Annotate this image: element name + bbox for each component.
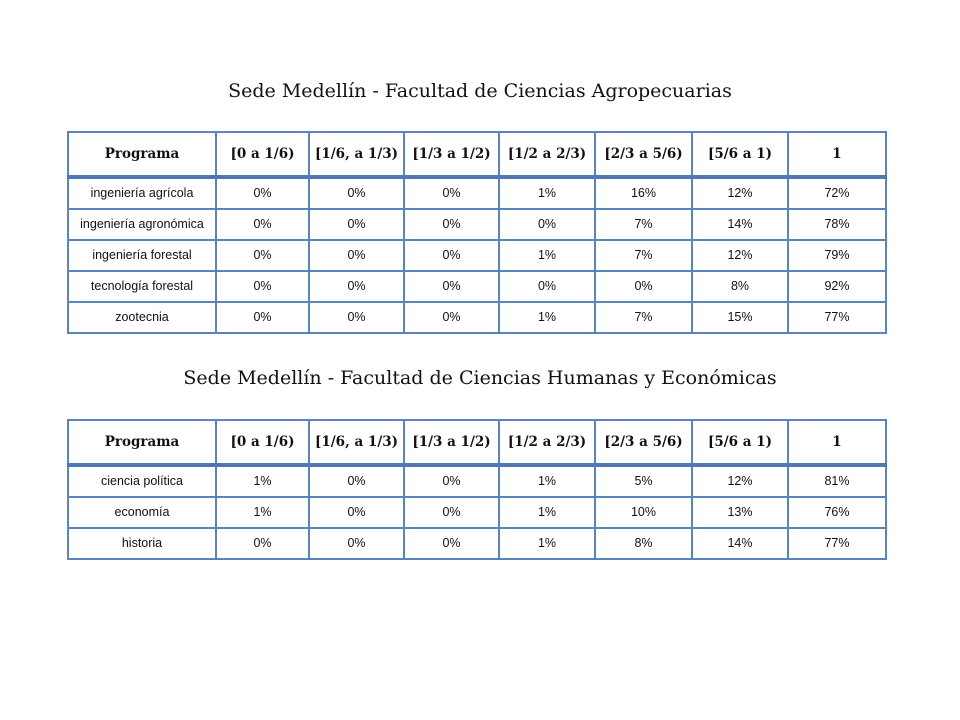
percentage-cell: 0% <box>404 271 499 302</box>
percentage-cell: 76% <box>788 497 886 528</box>
percentage-cell: 12% <box>692 465 788 497</box>
percentage-cell: 13% <box>692 497 788 528</box>
percentage-cell: 1% <box>499 465 595 497</box>
table-row <box>68 271 886 302</box>
column-header: Programa <box>68 132 216 177</box>
table-row <box>68 209 886 240</box>
table-row <box>68 497 886 528</box>
percentage-cell: 0% <box>404 528 499 559</box>
percentage-cell: 5% <box>595 465 692 497</box>
percentage-cell: 0% <box>309 209 404 240</box>
percentage-cell: 14% <box>692 209 788 240</box>
program-name-cell: economía <box>68 497 216 528</box>
percentage-cell: 7% <box>595 209 692 240</box>
percentage-cell: 77% <box>788 302 886 333</box>
table-row <box>68 240 886 271</box>
program-name-cell: historia <box>68 528 216 559</box>
percentage-cell: 0% <box>309 271 404 302</box>
column-header: [5/6 a 1) <box>692 420 788 465</box>
percentage-cell: 0% <box>216 240 309 271</box>
percentage-cell: 81% <box>788 465 886 497</box>
percentage-cell: 0% <box>499 209 595 240</box>
column-header: [1/3 a 1/2) <box>404 420 499 465</box>
percentage-cell: 0% <box>309 240 404 271</box>
column-header: [2/3 a 5/6) <box>595 132 692 177</box>
section-title-humanas-economicas: Sede Medellín - Facultad de Ciencias Humanas y Económicas <box>183 367 777 389</box>
percentage-cell: 0% <box>309 177 404 209</box>
column-header: [1/2 a 2/3) <box>499 132 595 177</box>
percentage-cell: 92% <box>788 271 886 302</box>
percentage-cell: 0% <box>216 302 309 333</box>
percentage-cell: 10% <box>595 497 692 528</box>
percentage-cell: 0% <box>595 271 692 302</box>
percentage-cell: 72% <box>788 177 886 209</box>
column-header: [1/2 a 2/3) <box>499 420 595 465</box>
column-header: [0 a 1/6) <box>216 420 309 465</box>
percentage-cell: 0% <box>309 497 404 528</box>
percentage-cell: 0% <box>216 209 309 240</box>
percentage-cell: 7% <box>595 240 692 271</box>
table-row <box>68 177 886 209</box>
percentage-cell: 0% <box>499 271 595 302</box>
column-header: 1 <box>788 132 886 177</box>
column-header: [1/6, a 1/3) <box>309 132 404 177</box>
program-name-cell: ingeniería agrícola <box>68 177 216 209</box>
percentage-cell: 0% <box>404 177 499 209</box>
percentage-cell: 1% <box>499 177 595 209</box>
percentage-cell: 0% <box>404 209 499 240</box>
percentage-cell: 14% <box>692 528 788 559</box>
percentage-cell: 0% <box>309 528 404 559</box>
column-header: Programa <box>68 420 216 465</box>
column-header: [1/6, a 1/3) <box>309 420 404 465</box>
table-row <box>68 465 886 497</box>
percentage-cell: 1% <box>499 497 595 528</box>
percentage-cell: 15% <box>692 302 788 333</box>
section-title-agropecuarias: Sede Medellín - Facultad de Ciencias Agropecuarias <box>228 80 732 102</box>
column-header: [2/3 a 5/6) <box>595 420 692 465</box>
percentage-cell: 79% <box>788 240 886 271</box>
percentage-cell: 78% <box>788 209 886 240</box>
percentage-cell: 77% <box>788 528 886 559</box>
column-header: [1/3 a 1/2) <box>404 132 499 177</box>
percentage-cell: 0% <box>309 302 404 333</box>
percentage-cell: 8% <box>595 528 692 559</box>
table-row <box>68 302 886 333</box>
percentage-cell: 0% <box>404 302 499 333</box>
percentage-cell: 1% <box>216 497 309 528</box>
column-header: 1 <box>788 420 886 465</box>
percentage-cell: 12% <box>692 177 788 209</box>
percentage-cell: 0% <box>216 177 309 209</box>
percentage-cell: 7% <box>595 302 692 333</box>
percentage-cell: 8% <box>692 271 788 302</box>
percentage-cell: 0% <box>404 497 499 528</box>
table-header-row <box>68 132 886 177</box>
program-name-cell: tecnología forestal <box>68 271 216 302</box>
program-name-cell: ingeniería agronómica <box>68 209 216 240</box>
program-name-cell: ciencia política <box>68 465 216 497</box>
percentage-cell: 0% <box>216 271 309 302</box>
percentage-cell: 1% <box>499 240 595 271</box>
table-agropecuarias <box>67 131 887 334</box>
percentage-cell: 0% <box>309 465 404 497</box>
percentage-cell: 0% <box>404 465 499 497</box>
percentage-cell: 1% <box>216 465 309 497</box>
percentage-cell: 16% <box>595 177 692 209</box>
column-header: [5/6 a 1) <box>692 132 788 177</box>
percentage-cell: 0% <box>404 240 499 271</box>
percentage-cell: 1% <box>499 302 595 333</box>
table-humanas-economicas <box>67 419 887 560</box>
program-name-cell: zootecnia <box>68 302 216 333</box>
table-row <box>68 528 886 559</box>
program-name-cell: ingeniería forestal <box>68 240 216 271</box>
percentage-cell: 12% <box>692 240 788 271</box>
percentage-cell: 1% <box>499 528 595 559</box>
table-header-row <box>68 420 886 465</box>
column-header: [0 a 1/6) <box>216 132 309 177</box>
percentage-cell: 0% <box>216 528 309 559</box>
